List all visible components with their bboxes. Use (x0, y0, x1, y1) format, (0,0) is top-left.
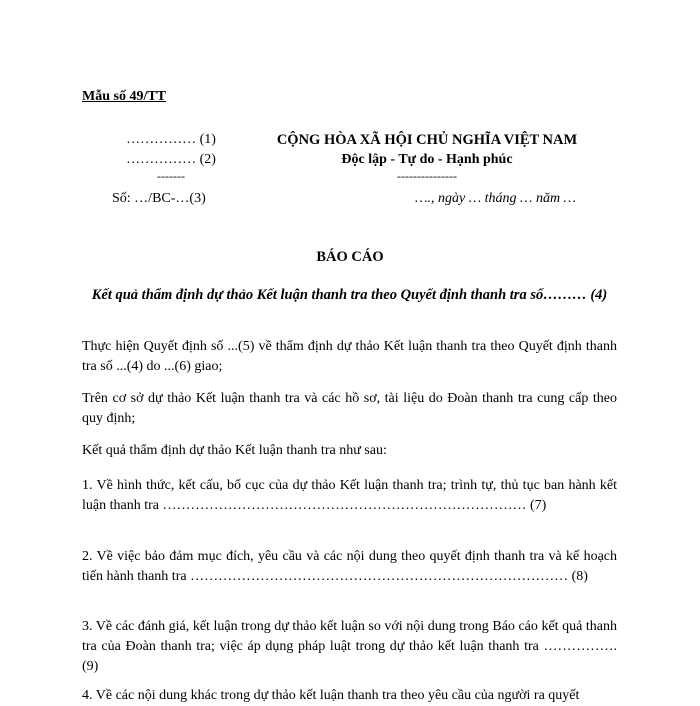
form-number: Mẫu số 49/TT (82, 89, 167, 104)
national-heading (262, 130, 592, 182)
agency-line-1: …………… (1) (126, 132, 216, 147)
paragraph-grounds: Trên cơ sở dự thảo Kết luận thanh tra và các hồ sơ, tài liệu do Đoàn thanh tra cung cấp theo quy định; (82, 391, 617, 426)
agency-divider: ------- (157, 169, 185, 183)
nation-name: CỘNG HÒA XÃ HỘI CHỦ NGHĨA VIỆT NAM (276, 132, 578, 148)
paragraph-item-3: 3. Về các đánh giá, kết luận trong dự thảo kết luận so với nội dung trong Báo cáo kết quả thanh tra của Đoàn thanh tra; việc áp dụng pháp luật trong dự thảo kết luận thanh tra ……………. (9) (82, 619, 617, 674)
document-title: BÁO CÁO (316, 249, 384, 265)
motto-divider: --------------- (397, 169, 457, 183)
paragraph-intro: Kết quả thẩm định dự thảo Kết luận thanh tra như sau: (82, 443, 387, 458)
document-number: Số: …/BC-…(3) (112, 191, 206, 206)
document-subtitle: Kết quả thẩm định dự thảo Kết luận thanh tra theo Quyết định thanh tra số……… (4) (91, 287, 608, 303)
paragraph-item-2: 2. Về việc bảo đảm mục đích, yêu cầu và các nội dung theo quyết định thanh tra và kế hoạch tiến hành thanh tra ……………………………………………………………………… (8) (82, 549, 617, 584)
paragraph-basis: Thực hiện Quyết định số ...(5) về thẩm định dự thảo Kết luận thanh tra theo Quyết định thanh tra số ...(4) do ...(6) giao; (82, 339, 617, 374)
paragraph-item-4: 4. Về các nội dung khác trong dự thảo kết luận thanh tra theo yêu cầu của người ra quyết (82, 688, 580, 703)
agency-block (96, 130, 246, 182)
agency-line-2: …………… (2) (126, 152, 216, 167)
national-motto: Độc lập - Tự do - Hạnh phúc (341, 152, 513, 167)
date-line: …., ngày … tháng … năm … (415, 191, 577, 206)
paragraph-item-1: 1. Về hình thức, kết cấu, bố cục của dự thảo Kết luận thanh tra; trình tự, thủ tục ban hành kết luận thanh tra …………………………………………………………………… (7) (82, 478, 617, 513)
